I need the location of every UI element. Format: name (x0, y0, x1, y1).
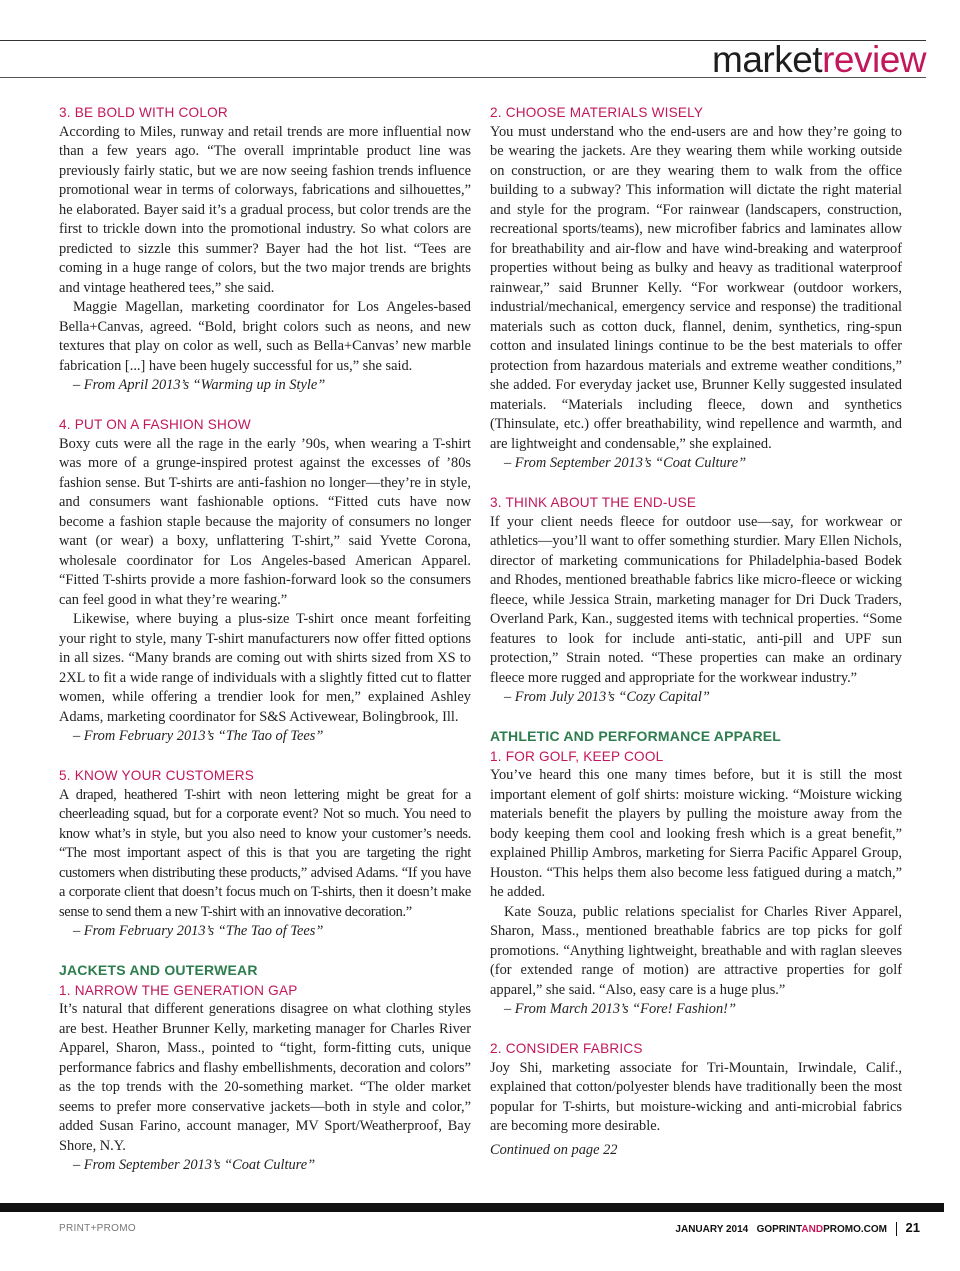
page-number: 21 (905, 1220, 920, 1235)
right-column (490, 103, 902, 1160)
publication-name: PRINT+PROMO (59, 1223, 136, 1234)
section-title: 4. PUT ON A FASHION SHOW (59, 417, 251, 432)
paragraph: Maggie Magellan, marketing coordinator for Los Angeles-based Bella+Canvas, agreed. “Bold, bright colors such as neons, and new textures that play on color as well, such as Bella+Canvas’ new marble fabrication [...] have been hugely successful for us,” she said. (59, 299, 471, 374)
continued-note: Continued on page 22 (490, 1141, 618, 1158)
section-title: 2. CONSIDER FABRICS (490, 1041, 643, 1056)
paragraph: Boxy cuts were all the rage in the early ’90s, when wearing a T-shirt was more of a grunge-inspired protest against the excesses of ’80s fashion sense. But T-shirts are anti-fashion no longer—they’re in style, and consumers want fashionable options. “Fitted cuts have now become a fashion staple because the majority of consumers no longer want (or wear) a boxy, unflattering T-shirt,” said Yvette Corona, wholesale coordinator for Los Angeles-based American Apparel. “Fitted T-shirts provide a more fashion-forward look so the consumers can feel good in what they’re wearing.” (59, 435, 471, 608)
source-citation: – From February 2013’s “The Tao of Tees” (73, 728, 324, 744)
paragraph: A draped, heathered T-shirt with neon lettering might be great for a cheerleading squad, but for a corporate event? Not so much. You need to know what’s in style, but you also need to know your customer’s needs. “The most important aspect of this is that you are targeting the right customers when distributing these products,” advised Adams. “If you have a corporate client that doesn’t focus much on T-shirts, then it doesn’t make sense to send them a new T-shirt with an innovative decoration.” (59, 786, 471, 920)
source-citation: – From July 2013’s “Cozy Capital” (504, 689, 710, 705)
paragraph: According to Miles, runway and retail trends are more influential now than a few years ago. “The overall imprintable product line was previously fairly static, but we are now seeing fashion trends influence promotional wear in terms of colorways, fabrications and silhouettes,” he elaborated. Bayer said it’s a gradual process, but color trends are the first to trickle down into the promotional industry. So what colors are predicted to sizzle this summer? Bayer had the hot list. “Tees are coming in a huge range of colors, but the two major trends are brights and vintage heathered tees,” she said. (59, 123, 471, 296)
site-part: PROMO.COM (823, 1224, 887, 1235)
paragraph: It’s natural that different generations disagree on what clothing styles are best. Heather Brunner Kelly, marketing manager for Charles River Apparel, Sharon, Mass., pointed to “tight, form-fitting cuts, unique performance fabrics and flashy embellishments, decoration and colors” as the top trends with the 20-something market. “The older market seems to prefer more conservative jackets—both in style and color,” added Susan Farino, account manager, MV Sport/Weatherproof, Bay Shore, N.Y. (59, 1001, 471, 1154)
category-heading: ATHLETIC AND PERFORMANCE APPAREL (490, 728, 782, 744)
header-word-review: review (822, 39, 926, 80)
site-part-and: AND (801, 1224, 824, 1235)
section-header (712, 40, 926, 80)
paragraph: If your client needs fleece for outdoor use—say, for workwear or athletics—you’ll want to offer something sturdier. Mary Ellen Nichols, director of marketing communications for Philadelphia-based Bodek and Rhodes, mentioned breathable fabrics like micro-fleece or wicking fleece, while Jessica Strain, marketing manager for Dri Duck Traders, Overland Park, Kan., suggested items with technical properties. “Some features to look for include anti-static, anti-pill and UPF sun protection,” Strain noted. “These properties can make an ordinary fleece more rugged and appropriate for the workwear industry.” (490, 513, 902, 686)
issue-date: JANUARY 2014 (675, 1224, 749, 1235)
footer-info (675, 1220, 920, 1236)
paragraph: Joy Shi, marketing associate for Tri-Mountain, Irwindale, Calif., explained that cotton/polyester blends have traditionally been the most popular for T-shirts, but moisture-wicking and anti-microbial fabrics are becoming more desirable. (490, 1059, 902, 1134)
footer-divider (896, 1222, 897, 1236)
paragraph: Kate Souza, public relations specialist for Charles River Apparel, Sharon, Mass., mentioned breathable fabrics are top picks for golf promotions. “Anything lightweight, breathable and with raglan sleeves (for extended range of motion) are attractive properties for golf apparel,” she said. “Also, easy care is a huge plus.” (490, 903, 902, 998)
header-word-market: market (712, 39, 823, 80)
section-title: 3. THINK ABOUT THE END-USE (490, 495, 697, 510)
footer-bar (0, 1203, 944, 1212)
section-title: 3. BE BOLD WITH COLOR (59, 105, 228, 120)
source-citation: – From September 2013’s “Coat Culture” (504, 455, 747, 471)
source-citation: – From February 2013’s “The Tao of Tees” (73, 923, 324, 939)
section-title: 2. CHOOSE MATERIALS WISELY (490, 105, 704, 120)
website-url (757, 1224, 887, 1235)
left-column (59, 103, 471, 1176)
header-rule (0, 77, 926, 78)
site-part: GOPRINT (756, 1224, 802, 1235)
source-citation: – From April 2013’s “Warming up in Style” (73, 377, 326, 393)
paragraph: You’ve heard this one many times before, but it is still the most important element of golf shirts: moisture wicking. “Moisture wicking materials benefit the players by pulling the moisture away from the body keeping them cool and looking fresh which is a great benefit,” explained Phillip Ambros, marketing for Sierra Pacific Apparel Group, Houston. “This helps them also become less fatigued during a match,” he added. (490, 767, 902, 900)
source-citation: – From March 2013’s “Fore! Fashion!” (504, 1001, 736, 1017)
section-title: 1. FOR GOLF, KEEP COOL (490, 748, 664, 764)
section-title: 5. KNOW YOUR CUSTOMERS (59, 768, 254, 783)
paragraph: You must understand who the end-users are and how they’re going to be wearing the jackets. Are they wearing them while working outside on construction, or are they wearing them to walk from the office building to a subway? This information will dictate the right material and style for the program. “For rainwear (landscapers, construction, recreational sports/teams), new microfiber fabrics and laminates allow for breathability and air-flow and have wind-breaking and waterproof properties without being as bulky and heavy as traditional waterproof rainwear,” said Brunner Kelly. “For workwear (outdoor workers, industrial/mechanical, emergency service and response) the traditional materials such as cotton duck, flannel, denim, synthetics, ring-spun cotton and insulated linings continue to be the best materials to offer protection from hazardous materials and extreme weather conditions,” she added. For everyday jacket use, Brunner Kelly suggested insulated materials. “Materials including fleece, down and synthetics (Thinsulate, etc.) offer breathability, wind repellence and warmth, and are lightweight and condensable,” she explained. (490, 123, 902, 452)
source-citation: – From September 2013’s “Coat Culture” (73, 1157, 316, 1173)
paragraph: Likewise, where buying a plus-size T-shirt once meant forfeiting your right to style, many T-shirt manufacturers now offer fitted options in all sizes. “Many brands are coming out with shirts sized from XS to 2XL to fit a wide range of individuals with a slightly fitted cut to flatter women, while offering a trendier look for men,” explained Ashley Adams, marketing coordinator for S&S Activewear, Bolingbrook, Ill. (59, 611, 471, 725)
category-heading: JACKETS AND OUTERWEAR (59, 962, 258, 978)
section-title: 1. NARROW THE GENERATION GAP (59, 982, 298, 998)
